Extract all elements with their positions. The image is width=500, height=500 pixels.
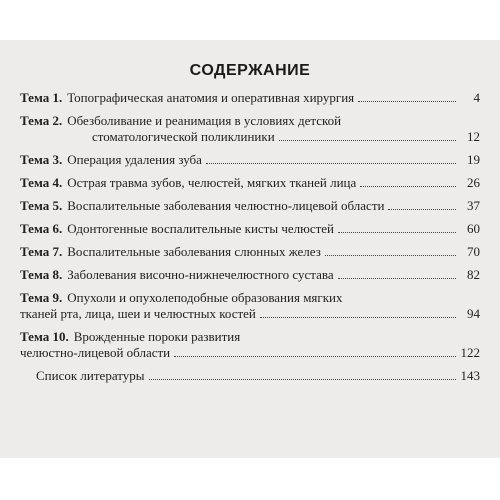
toc-entry-title-continued: челюстно-лицевой области (20, 345, 171, 360)
toc-entry-page: 4 (473, 90, 480, 105)
toc-entry-title: Острая травма зубов, челюстей, мягких тканей лица (67, 175, 357, 190)
toc-entry-title: Одонтогенные воспалительные кисты челюстей (67, 221, 335, 236)
dot-leader (338, 232, 456, 233)
toc-entry-page: 19 (467, 152, 480, 167)
toc-entry-page: 37 (467, 198, 480, 213)
dot-leader (388, 209, 456, 210)
toc-entry-1 (20, 90, 480, 106)
toc-entry-title: Топографическая анатомия и оперативная хирургия (67, 90, 355, 105)
toc-entry-6 (20, 221, 480, 237)
dot-leader (358, 101, 456, 102)
toc-entry-title: Воспалительные заболевания слюнных желез (67, 244, 321, 259)
toc-entry-title: Врожденные пороки развития (73, 329, 241, 344)
page-title: СОДЕРЖАНИЕ (189, 62, 311, 79)
toc-entry-topic: Тема 8. (20, 267, 63, 282)
toc-entry-topic: Тема 10. (20, 329, 69, 344)
table-of-contents (20, 90, 480, 384)
dot-leader (325, 255, 456, 256)
toc-entry-topic: Тема 7. (20, 244, 63, 259)
toc-entry-bibliography (20, 368, 480, 384)
toc-entry-title-continued: стоматологической поликлиники (92, 129, 275, 144)
dot-leader (338, 278, 456, 279)
toc-entry-title: Обезболивание и реанимация в условиях детской (67, 113, 342, 128)
toc-entry-page: 70 (467, 244, 480, 259)
dot-leader (260, 317, 456, 318)
toc-entry-page: 60 (467, 221, 480, 236)
book-page (0, 40, 500, 458)
toc-entry-5 (20, 198, 480, 214)
toc-entry-title: Операция удаления зуба (67, 152, 202, 167)
toc-entry-title: Воспалительные заболевания челюстно-лицевой области (67, 198, 385, 213)
dot-leader (174, 356, 456, 357)
toc-entry-page: 12 (467, 129, 480, 144)
toc-entry-topic: Тема 4. (20, 175, 63, 190)
toc-entry-topic: Тема 9. (20, 290, 63, 305)
toc-entry-topic: Тема 2. (20, 113, 63, 128)
dot-leader (149, 379, 457, 380)
toc-entry-topic: Тема 5. (20, 198, 63, 213)
toc-entry-8 (20, 267, 480, 283)
toc-entry-3 (20, 152, 480, 168)
toc-entry-4 (20, 175, 480, 191)
bibliography-page: 143 (460, 368, 480, 383)
toc-entry-page: 26 (467, 175, 480, 190)
dot-leader (360, 186, 456, 187)
toc-entry-page: 94 (467, 306, 480, 321)
toc-entry-10 (20, 329, 480, 361)
toc-entry-topic: Тема 6. (20, 221, 63, 236)
dot-leader (279, 140, 456, 141)
toc-entry-title-continued: тканей рта, лица, шеи и челюстных костей (20, 306, 256, 321)
toc-entry-page: 122 (460, 345, 480, 360)
toc-entry-title: Заболевания височно-нижнечелюстного сустава (67, 267, 334, 282)
toc-entry-7 (20, 244, 480, 260)
bibliography-label: Список литературы (36, 368, 145, 383)
toc-entry-9 (20, 290, 480, 322)
toc-entry-title: Опухоли и опухолеподобные образования мягких (67, 290, 343, 305)
toc-entry-2 (20, 113, 480, 145)
dot-leader (206, 163, 456, 164)
toc-entry-topic: Тема 3. (20, 152, 63, 167)
toc-entry-topic: Тема 1. (20, 90, 63, 105)
toc-entry-page: 82 (467, 267, 480, 282)
